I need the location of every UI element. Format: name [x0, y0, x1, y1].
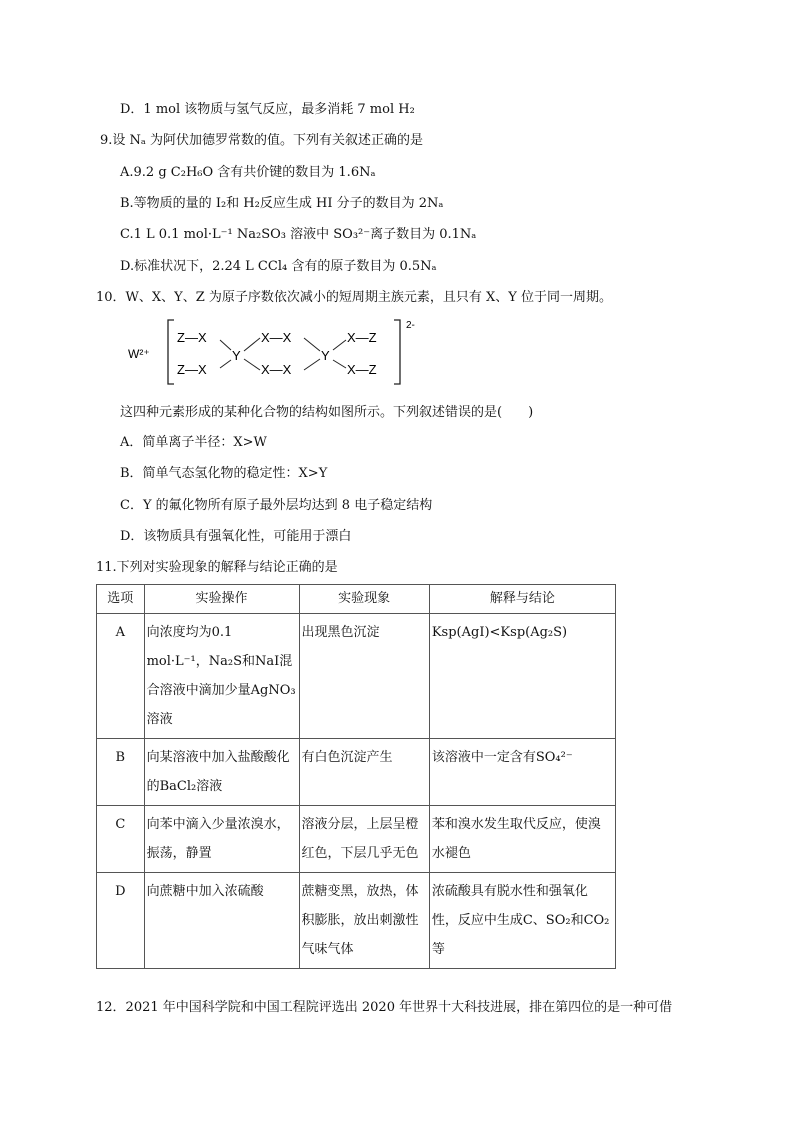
struct-atom-xx-top: X—X	[261, 330, 292, 345]
row-option: A	[97, 614, 145, 739]
row-option: B	[97, 739, 145, 806]
struct-atom-y-right: Y	[321, 348, 330, 363]
table-row	[97, 873, 616, 969]
row-conclusion: 苯和溴水发生取代反应，使溴水褪色	[429, 806, 615, 873]
table-row	[97, 614, 616, 739]
table-header-row	[97, 585, 616, 614]
struct-bond	[220, 360, 231, 368]
q10-structure-diagram	[124, 316, 424, 388]
table-row	[97, 806, 616, 873]
q9-option-a: A.9.2 g C₂H₆O 含有共价键的数目为 1.6Nₐ	[120, 165, 376, 180]
row-option: D	[97, 873, 145, 969]
row-phenomenon: 溶液分层，上层呈橙红色，下层几乎无色	[299, 806, 429, 873]
row-operation: 向某溶液中加入盐酸酸化的BaCl₂溶液	[144, 739, 299, 806]
header-operation: 实验操作	[144, 585, 299, 614]
q9-stem: 9.设 Nₐ 为阿伏加德罗常数的值。下列有关叙述正确的是	[100, 133, 424, 148]
struct-atom-xx-bottom: X—X	[261, 362, 292, 377]
row-conclusion: 浓硫酸具有脱水性和强氧化性，反应中生成C、SO₂和CO₂等	[429, 873, 615, 969]
struct-bond	[244, 359, 260, 370]
header-option: 选项	[97, 585, 145, 614]
struct-atom-zx-top: Z—X	[177, 330, 207, 345]
row-operation: 向蔗糖中加入浓硫酸	[144, 873, 299, 969]
struct-atom-y-left: Y	[232, 348, 241, 363]
row-option: C	[97, 806, 145, 873]
struct-cation: W²⁺	[128, 347, 150, 361]
struct-bond	[220, 340, 231, 350]
row-conclusion: Ksp(AgI)<Ksp(Ag₂S)	[429, 614, 615, 739]
header-phenomenon: 实验现象	[299, 585, 429, 614]
struct-charge: 2-	[406, 320, 415, 331]
row-phenomenon: 蔗糖变黑，放热，体积膨胀，放出刺激性气味气体	[299, 873, 429, 969]
table-row	[97, 739, 616, 806]
q8-option-d: D．1 mol 该物质与氢气反应，最多消耗 7 mol H₂	[120, 102, 415, 117]
row-conclusion: 该溶液中一定含有SO₄²⁻	[429, 739, 615, 806]
q10-stem: 10．W、X、Y、Z 为原子序数依次减小的短周期主族元素，且只有 X、Y 位于同一周期。	[96, 290, 613, 305]
struct-bond	[333, 360, 346, 368]
struct-atom-xz-top: X—Z	[347, 330, 377, 345]
q9-option-c: C.1 L 0.1 mol·L⁻¹ Na₂SO₃ 溶液中 SO₃²⁻离子数目为 0.1Nₐ	[120, 227, 477, 242]
q12-stem: 12．2021 年中国科学院和中国工程院评选出 2020 年世界十大科技进展，排在第四位的是一种可借	[96, 1000, 673, 1015]
struct-atom-zx-bottom: Z—X	[177, 362, 207, 377]
q10-option-b: B．简单气态氢化物的稳定性：X>Y	[120, 466, 328, 481]
q11-experiment-table	[96, 584, 616, 969]
header-conclusion: 解释与结论	[429, 585, 615, 614]
struct-bond	[333, 340, 346, 350]
q9-option-d: D.标准状况下，2.24 L CCl₄ 含有的原子数目为 0.5Nₐ	[120, 259, 437, 274]
q10-option-c: C．Y 的氟化物所有原子最外层均达到 8 电子稳定结构	[120, 498, 433, 513]
struct-bond	[304, 338, 320, 351]
struct-bond	[304, 359, 320, 370]
row-phenomenon: 出现黑色沉淀	[299, 614, 429, 739]
struct-left-bracket	[168, 320, 174, 384]
row-operation: 向浓度均为0.1 mol·L⁻¹，Na₂S和NaI混合溶液中滴加少量AgNO₃溶液	[144, 614, 299, 739]
q9-option-b: B.等物质的量的 I₂和 H₂反应生成 HI 分子的数目为 2Nₐ	[120, 196, 444, 211]
row-phenomenon: 有白色沉淀产生	[299, 739, 429, 806]
struct-atom-xz-bottom: X—Z	[347, 362, 377, 377]
row-operation: 向苯中滴入少量浓溴水，振荡，静置	[144, 806, 299, 873]
struct-right-bracket	[394, 320, 400, 384]
struct-bond	[244, 338, 260, 351]
q10-option-a: A．简单离子半径：X>W	[120, 435, 267, 450]
q10-option-d: D．该物质具有强氧化性，可能用于漂白	[120, 529, 352, 544]
q10-description: 这四种元素形成的某种化合物的结构如图所示。下列叙述错误的是( )	[120, 405, 534, 420]
q11-stem: 11.下列对实验现象的解释与结论正确的是	[96, 560, 338, 575]
